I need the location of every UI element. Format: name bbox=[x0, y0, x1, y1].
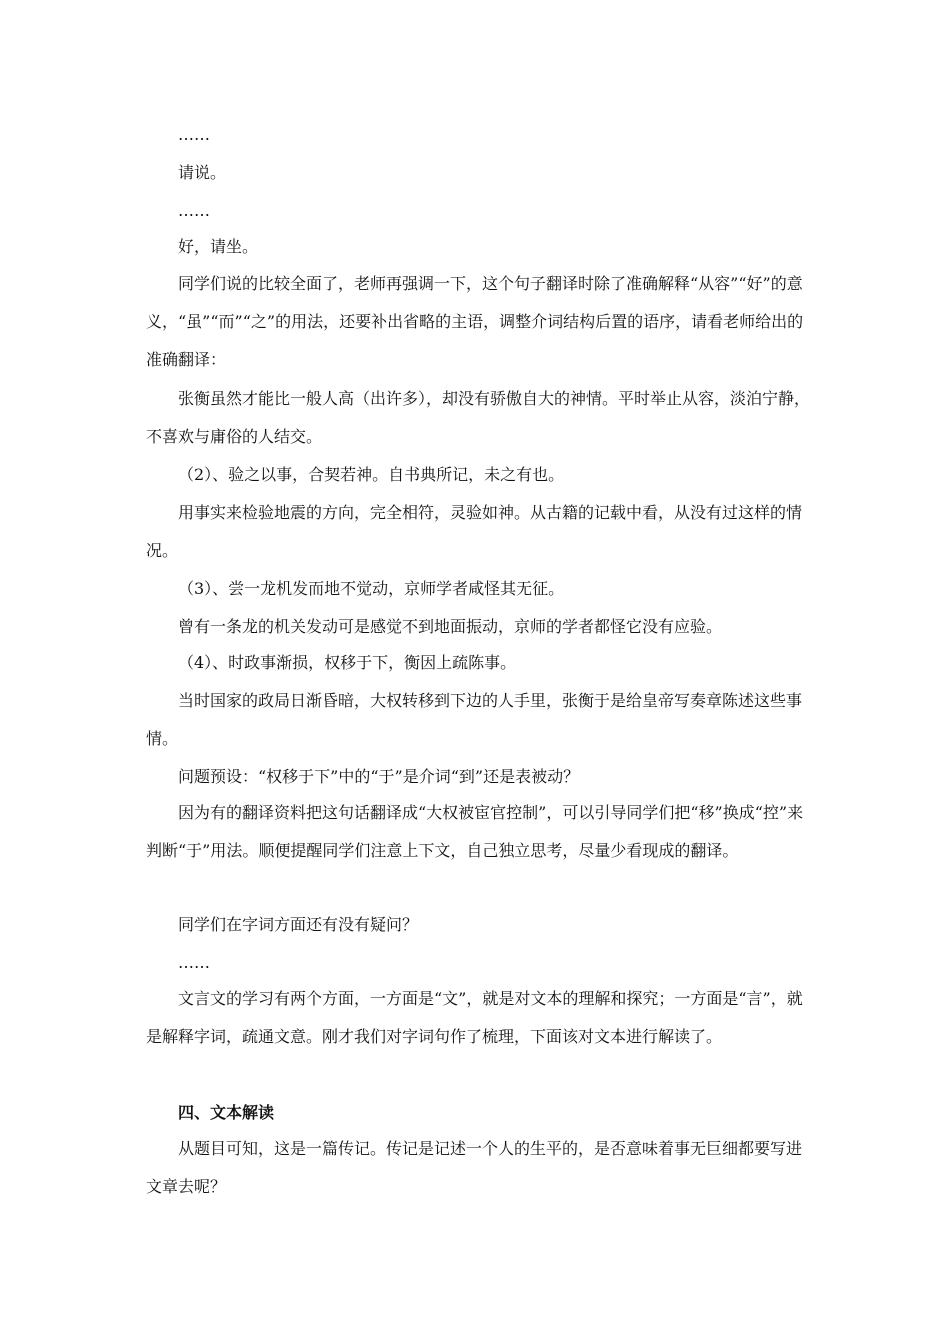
paragraph-sentence-3: （3）、尝一龙机发而地不觉动，京师学者咸怪其无征。 bbox=[178, 579, 565, 598]
paragraph-translation-4: 当时国家的政局日渐昏暗，大权转移到下边的人手里，张衡于是给皇帝写奏章陈述这些事情。 bbox=[146, 691, 803, 748]
section-heading: 四、文本解读 bbox=[178, 1103, 275, 1122]
paragraph-any-questions: 同学们在字词方面还有没有疑问？ bbox=[178, 915, 419, 934]
paragraph-translation-3: 曾有一条龙的机关发动可是感觉不到地面振动，京师的学者都怪它没有应验。 bbox=[178, 617, 723, 636]
paragraph-translation-2: 用事实来检验地震的方向，完全相符，灵验如神。从古籍的记载中看，从没有过这样的情况。 bbox=[146, 503, 803, 560]
ellipsis-line: …… bbox=[178, 953, 210, 972]
paragraph-question-preset: 问题预设：“权移于下”中的“于”是介词“到”还是表被动？ bbox=[178, 767, 580, 786]
ellipsis-line: …… bbox=[178, 201, 210, 220]
paragraph-sit-down: 好，请坐。 bbox=[178, 237, 259, 256]
ellipsis-line: …… bbox=[178, 125, 210, 144]
paragraph-explanation: 因为有的翻译资料把这句话翻译成“大权被宦官控制”，可以引导同学们把“移”换成“控”来判断“于”用法。顺便提醒同学们注意上下文，自己独立思考，尽量少看现成的翻译。 bbox=[146, 803, 804, 860]
paragraph-biography: 从题目可知，这是一篇传记。传记是记述一个人的生平的，是否意味着事无巨细都要写进文章去呢？ bbox=[146, 1139, 803, 1196]
paragraph-translation-1: 张衡虽然才能比一般人高（出许多），却没有骄傲自大的神情。平时举止从容，淡泊宁静，不喜欢与庸俗的人结交。 bbox=[146, 389, 811, 446]
paragraph-sentence-2: （2）、验之以事，合契若神。自书典所记，未之有也。 bbox=[178, 465, 565, 484]
paragraph-sentence-4: （4）、时政事渐损，权移于下，衡因上疏陈事。 bbox=[178, 653, 517, 672]
paragraph-classical-chinese: 文言文的学习有两个方面，一方面是“文”，就是对文本的理解和探究；一方面是“言”，就是解释字词，疏通文意。刚才我们对字词句作了梳理，下面该对文本进行解读了。 bbox=[146, 989, 803, 1046]
paragraph-teacher-emphasis: 同学们说的比较全面了，老师再强调一下，这个句子翻译时除了准确解释“从容”“好”的意义，“虽”“而”“之”的用法，还要补出省略的主语，调整介词结构后置的语序，请看老师给出的准确翻译： bbox=[146, 274, 804, 369]
paragraph-please-speak: 请说。 bbox=[178, 163, 227, 182]
